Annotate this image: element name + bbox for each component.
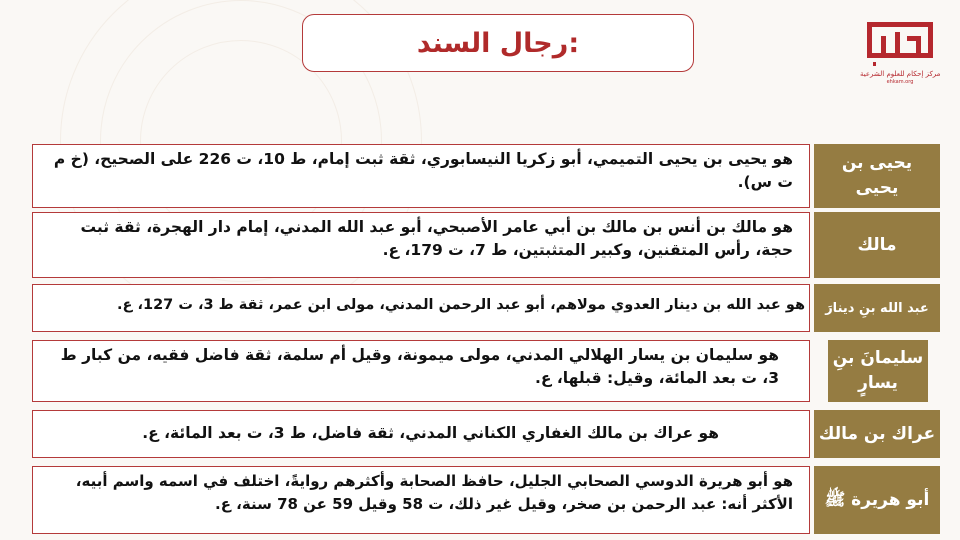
narrator-name: مالك bbox=[814, 212, 940, 278]
narrator-name: عبد الله بنِ دينارَ bbox=[814, 284, 940, 332]
logo-subtitle: مركز إحكام للعلوم الشرعية bbox=[860, 70, 941, 78]
narrator-row bbox=[32, 144, 940, 208]
narrator-name: يحيى بن يحيى bbox=[814, 144, 940, 208]
narrator-description: هو يحيى بن يحيى التميمي، أبو زكريا النيسابوري، ثقة ثبت إمام، ط 10، ت 226 على الصحيح، (خ م ت س). bbox=[32, 144, 810, 208]
narrator-name: سليمانَ بنِ يسارٍ bbox=[828, 340, 928, 402]
narrator-row bbox=[32, 212, 940, 278]
narrator-description: هو عبد الله بن دينار العدوي مولاهم، أبو عبد الرحمن المدني، مولى ابن عمر، ثقة ط 3، ت 127، ع. bbox=[32, 284, 810, 332]
narrator-row bbox=[32, 466, 940, 534]
page-title: رجال السند: bbox=[416, 27, 580, 59]
narrator-name: أبو هريرة ﷺ bbox=[814, 466, 940, 534]
logo-tagline: ehkam.org bbox=[886, 79, 914, 85]
narrator-row bbox=[32, 284, 940, 332]
narrator-description: هو مالك بن أنس بن مالك بن أبي عامر الأصبحي، أبو عبد الله المدني، إمام دار الهجرة، ثقة ثبت حجة، رأس المتقنين، وكبير المتثبتين، ط 7، ت 179، ع. bbox=[32, 212, 810, 278]
narrator-description: هو أبو هريرة الدوسي الصحابي الجليل، حافظ الصحابة وأكثرهم روايةً، اختلف في اسمه واسم أبيه، الأكثر أنه: عبد الرحمن بن صخر، وقيل غير ذلك، ت 58 وقيل 59 عن 78 سنة، ع. bbox=[32, 466, 810, 534]
narrator-name: عراك بن مالك bbox=[814, 410, 940, 458]
narrator-row bbox=[32, 410, 940, 458]
narrator-description: هو عراك بن مالك الغفاري الكناني المدني، ثقة فاضل، ط 3، ت بعد المائة، ع. bbox=[32, 410, 810, 458]
logo-mark bbox=[867, 22, 933, 66]
narrator-description: هو سليمان بن يسار الهلالي المدني، مولى ميمونة، وقيل أم سلمة، ثقة فاضل فقيه، من كبار ط 3، ت بعد المائة، وقيل: قبلها، ع. bbox=[32, 340, 810, 402]
title-box bbox=[302, 14, 694, 72]
logo bbox=[860, 22, 940, 92]
narrator-row bbox=[32, 340, 940, 402]
